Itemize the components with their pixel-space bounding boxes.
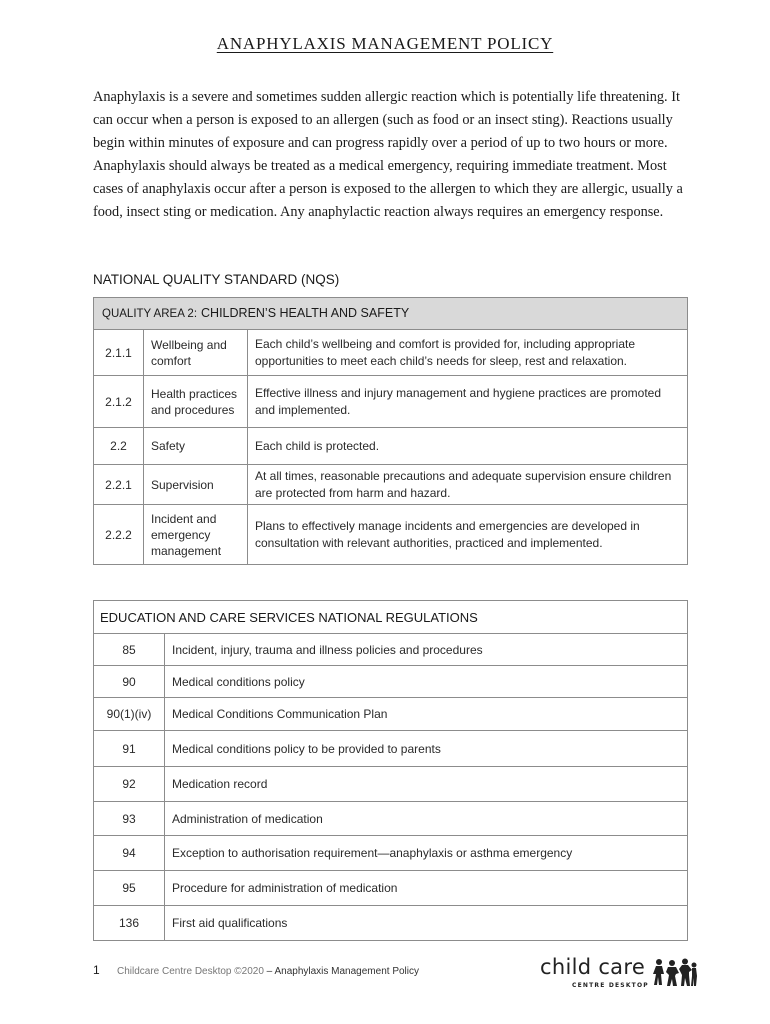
footer-copyright: Childcare Centre Desktop ©2020 xyxy=(117,966,264,977)
page-title: ANAPHYLAXIS MANAGEMENT POLICY xyxy=(216,34,554,53)
regulation-description: Medication record xyxy=(165,767,688,802)
nqs-element: Wellbeing and comfort xyxy=(144,330,248,376)
nqs-code: 2.2.2 xyxy=(94,505,144,565)
table-row xyxy=(94,634,688,666)
nqs-description: Plans to effectively manage incidents and emergencies are developed in consultation with relevant authorities, practiced and implemented. xyxy=(248,505,688,565)
regulation-description: Exception to authorisation requirement—anaphylaxis or asthma emergency xyxy=(165,836,688,871)
table-row xyxy=(94,428,688,465)
footer-policy-name: Anaphylaxis Management Policy xyxy=(274,966,419,977)
regulation-number: 136 xyxy=(94,906,165,941)
nqs-heading: NATIONAL QUALITY STANDARD (NQS) xyxy=(93,272,340,287)
regulation-number: 93 xyxy=(94,802,165,836)
quality-area-name: CHILDREN’S HEALTH AND SAFETY xyxy=(201,306,410,320)
child-care-logo xyxy=(540,957,700,989)
regulations-header-row xyxy=(94,601,688,634)
regulation-description: First aid qualifications xyxy=(165,906,688,941)
logo-wordmark: child care xyxy=(540,955,646,979)
nqs-description: At all times, reasonable precautions and adequate supervision ensure children are protected from harm and hazard. xyxy=(248,465,688,505)
regulations-heading: EDUCATION AND CARE SERVICES NATIONAL REGULATIONS xyxy=(94,601,688,634)
table-row xyxy=(94,871,688,906)
table-row xyxy=(94,698,688,731)
regulation-description: Medical conditions policy to be provided to parents xyxy=(165,731,688,767)
logo-subtitle: CENTRE DESKTOP xyxy=(572,982,649,989)
table-row xyxy=(94,666,688,698)
table-row xyxy=(94,505,688,565)
page-number: 1 xyxy=(93,963,100,977)
nqs-table xyxy=(93,297,688,565)
nqs-header-row xyxy=(94,298,688,330)
regulation-description: Medical Conditions Communication Plan xyxy=(165,698,688,731)
quality-area-label: QUALITY AREA 2: xyxy=(102,308,198,320)
nqs-code: 2.2 xyxy=(94,428,144,465)
children-figures-icon xyxy=(652,958,698,988)
footer-separator: – xyxy=(263,966,275,977)
regulation-description: Incident, injury, trauma and illness policies and procedures xyxy=(165,634,688,666)
regulation-number: 90(1)(iv) xyxy=(94,698,165,731)
table-row xyxy=(94,465,688,505)
regulation-number: 95 xyxy=(94,871,165,906)
regulation-description: Procedure for administration of medication xyxy=(165,871,688,906)
regulation-number: 92 xyxy=(94,767,165,802)
table-row xyxy=(94,731,688,767)
table-row xyxy=(94,906,688,941)
regulation-number: 90 xyxy=(94,666,165,698)
nqs-element: Incident and emergency management xyxy=(144,505,248,565)
regulation-number: 91 xyxy=(94,731,165,767)
nqs-code: 2.2.1 xyxy=(94,465,144,505)
nqs-code: 2.1.1 xyxy=(94,330,144,376)
table-row xyxy=(94,802,688,836)
table-row xyxy=(94,767,688,802)
regulation-number: 85 xyxy=(94,634,165,666)
regulation-number: 94 xyxy=(94,836,165,871)
footer-text xyxy=(117,966,419,977)
quality-area-header xyxy=(94,298,688,330)
nqs-description: Effective illness and injury management and hygiene practices are promoted and implemented. xyxy=(248,376,688,428)
nqs-element: Health practices and procedures xyxy=(144,376,248,428)
table-row xyxy=(94,376,688,428)
table-row xyxy=(94,330,688,376)
regulation-description: Administration of medication xyxy=(165,802,688,836)
regulation-description: Medical conditions policy xyxy=(165,666,688,698)
regulations-table xyxy=(93,600,688,941)
nqs-element: Safety xyxy=(144,428,248,465)
table-row xyxy=(94,836,688,871)
intro-paragraph: Anaphylaxis is a severe and sometimes sudden allergic reaction which is potentially life threatening. It can occur when a person is exposed to an allergen (such as food or an insect sting). Reactions usually begin within minutes of exposure and can progress rapidly over a period of up to two hours or more. Anaphylaxis should always be treated as a medical emergency, requiring immediate treatment. Most cases of anaphylaxis occur after a person is exposed to the allergen to which they are allergic, usually a food, insect sting or medication. Any anaphylactic reaction always requires an emergency response. xyxy=(93,89,683,220)
nqs-description: Each child is protected. xyxy=(248,428,688,465)
nqs-description: Each child’s wellbeing and comfort is provided for, including appropriate opportunities to meet each child’s needs for sleep, rest and relaxation. xyxy=(248,330,688,376)
nqs-element: Supervision xyxy=(144,465,248,505)
nqs-code: 2.1.2 xyxy=(94,376,144,428)
